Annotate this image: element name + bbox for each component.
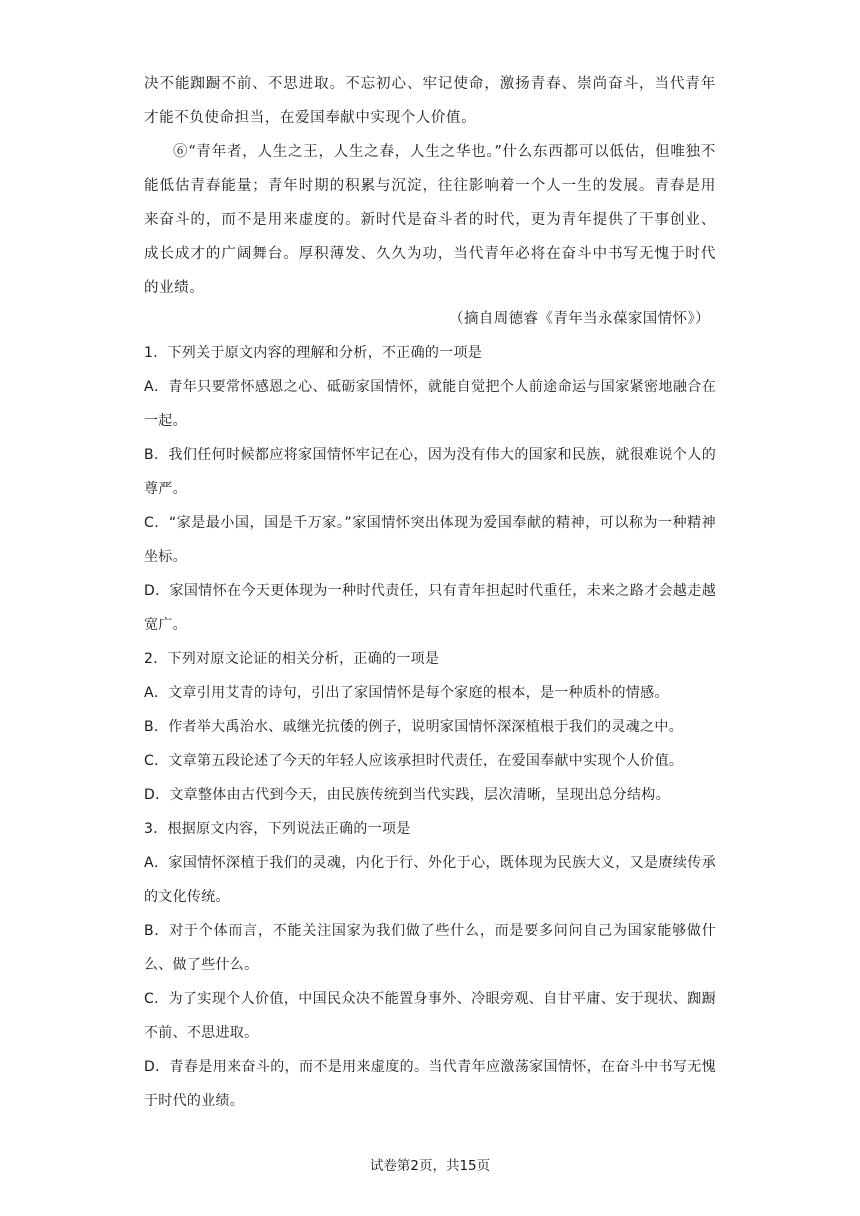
option-d: D．青春是用来奋斗的，而不是用来虚度的。当代青年应激荡家国情怀，在奋斗中书写无愧于时代的业绩。	[144, 1059, 716, 1109]
question-3	[144, 812, 716, 1118]
option-a: A．青年只要常怀感恩之心、砥砺家国情怀，就能自觉把个人前途命运与国家紧密地融合在一起。	[144, 379, 716, 429]
question-2	[144, 642, 716, 812]
option-d: D．家国情怀在今天更体现为一种时代责任，只有青年担起时代重任，未来之路才会越走越宽广。	[144, 583, 716, 633]
option-c: C．为了实现个人价值，中国民众决不能置身事外、冷眼旁观、自甘平庸、安于现状、踟蹰不前、不思进取。	[144, 991, 716, 1041]
option-b: B．作者举大禹治水、戚继光抗倭的例子，说明家国情怀深深植根于我们的灵魂之中。	[144, 719, 684, 735]
question-stem: 1．下列关于原文内容的理解和分析，不正确的一项是	[144, 345, 483, 361]
question-stem: 3．根据原文内容，下列说法正确的一项是	[144, 821, 411, 837]
passage-paragraph-6: ⑥“青年者，人生之王，人生之春，人生之华也。”什么东西都可以低估，但唯独不能低估青春能量；青年时期的积累与沉淀，往往影响着一个人一生的发展。青春是用来奋斗的，而不是用来虚度的。新时代是奋斗者的时代，更为青年提供了干事创业、成长成才的广阔舞台。厚积薄发、久久为功，当代青年必将在奋斗中书写无愧于时代的业绩。	[144, 144, 716, 296]
question-stem: 2．下列对原文论证的相关分析，正确的一项是	[144, 651, 440, 667]
page-footer: 试卷第2页，共15页	[369, 1158, 491, 1174]
passage-source: （摘自周德睿《青年当永葆家国情怀》）	[449, 311, 710, 327]
passage-paragraph-end: 决不能踟蹰不前、不思进取。不忘初心、牢记使命，激扬青春、崇尚奋斗，当代青年才能不负使命担当，在爱国奉献中实现个人价值。	[144, 76, 716, 126]
option-c: C．“家是最小国，国是千万家。”家国情怀突出体现为爱国奉献的精神，可以称为一种精神坐标。	[144, 515, 716, 565]
option-a: A．文章引用艾青的诗句，引出了家国情怀是每个家庭的根本，是一种质朴的情感。	[144, 685, 669, 701]
question-1	[144, 336, 716, 642]
question-list	[144, 336, 716, 1118]
option-d: D．文章整体由古代到今天，由民族传统到当代实践，层次清晰，呈现出总分结构。	[144, 787, 670, 803]
option-c: C．文章第五段论述了今天的年轻人应该承担时代责任，在爱国奉献中实现个人价值。	[144, 753, 684, 769]
option-b: B．对于个体而言，不能关注国家为我们做了些什么，而是要多问问自己为国家能够做什么、做了些什么。	[144, 923, 716, 973]
option-b: B．我们任何时候都应将家国情怀牢记在心，因为没有伟大的国家和民族，就很难说个人的尊严。	[144, 447, 716, 497]
option-a: A．家国情怀深植于我们的灵魂，内化于行、外化于心，既体现为民族大义，又是赓续传承的文化传统。	[144, 855, 716, 905]
